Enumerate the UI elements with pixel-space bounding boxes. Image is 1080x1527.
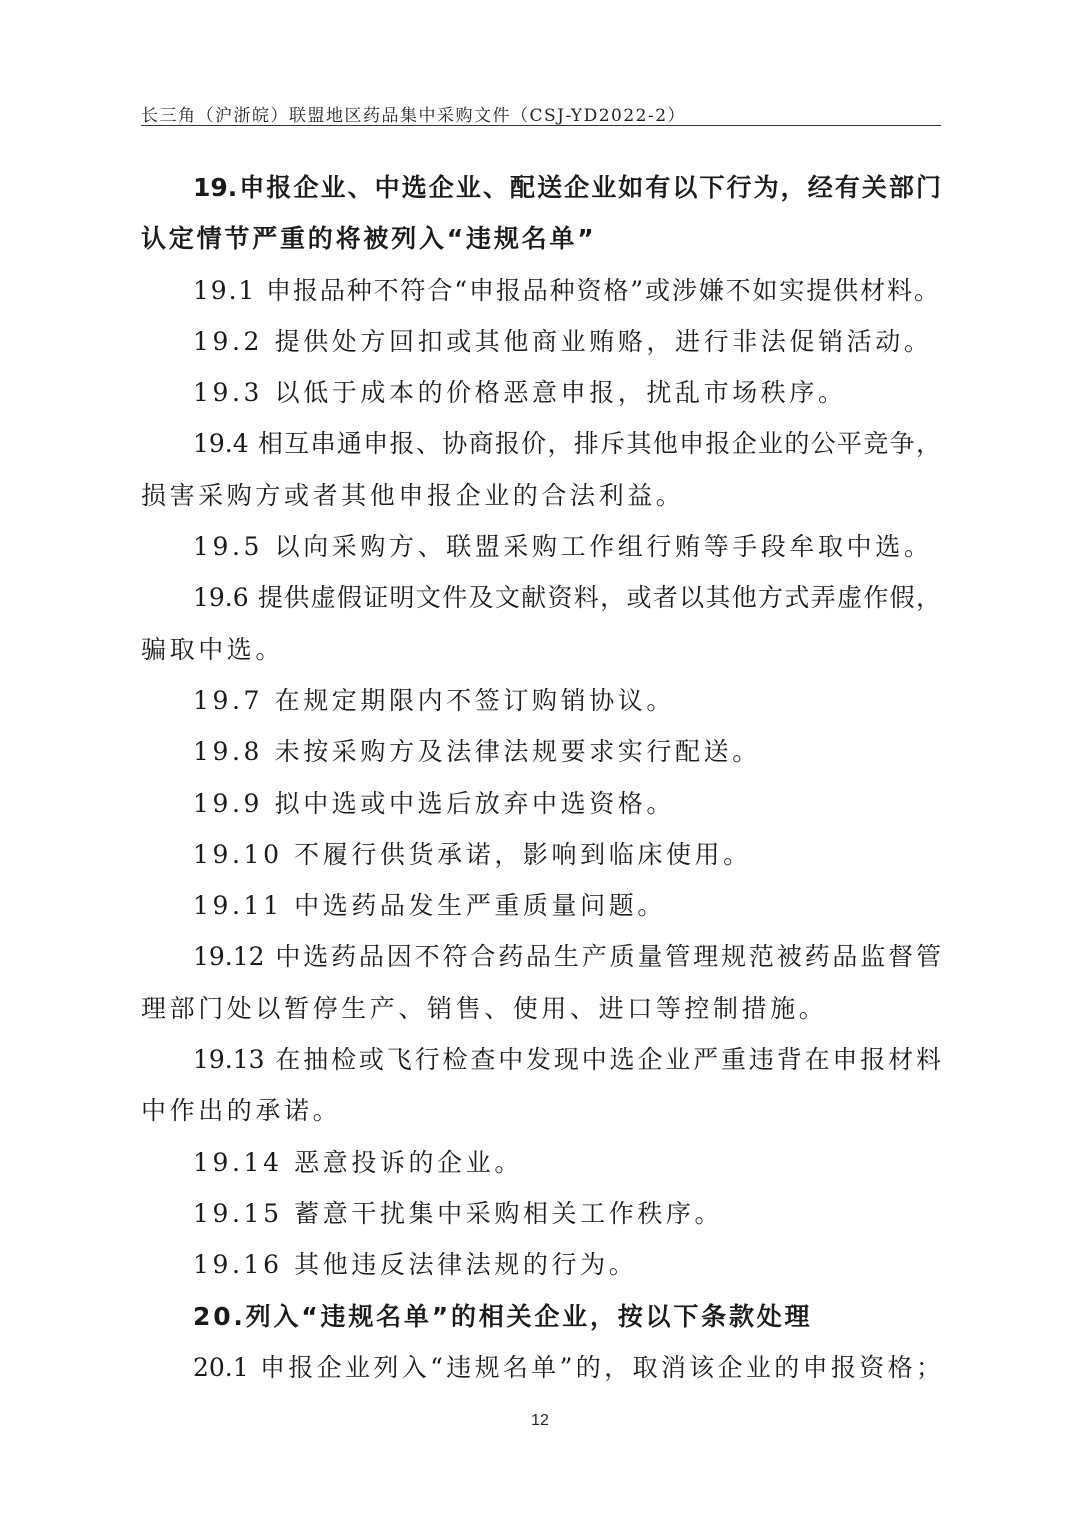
body-text bbox=[141, 162, 941, 1393]
paragraph-line: 损害采购方或者其他申报企业的合法利益。 bbox=[141, 480, 685, 510]
paragraph-line: 19.1 申报品种不符合“申报品种资格”或涉嫌不如实提供材料。 bbox=[193, 275, 941, 305]
paragraph-line: 19.11 中选药品发生严重质量问题。 bbox=[193, 891, 666, 921]
section-heading-line: 20.列入“违规名单”的相关企业，按以下条款处理 bbox=[193, 1301, 813, 1331]
paragraph-line: 19.3 以低于成本的价格恶意申报，扰乱市场秩序。 bbox=[193, 378, 847, 408]
paragraph-line: 19.15 蓄意干扰集中采购相关工作秩序。 bbox=[193, 1198, 724, 1228]
paragraph-line: 19.10 不履行供货承诺，影响到临床使用。 bbox=[193, 839, 752, 869]
paragraph-line: 19.13 在抽检或飞行检查中发现中选企业严重违背在申报材料 bbox=[193, 1045, 941, 1075]
paragraph-line: 19.2 提供处方回扣或其他商业贿赂，进行非法促销活动。 bbox=[193, 326, 933, 356]
paragraph-line: 19.16 其他违反法律法规的行为。 bbox=[193, 1250, 638, 1280]
paragraph-line: 19.7 在规定期限内不签订购销协议。 bbox=[193, 685, 676, 715]
paragraph-line: 19.6 提供虚假证明文件及文献资料，或者以其他方式弄虚作假， bbox=[193, 583, 941, 613]
paragraph-line: 19.9 拟中选或中选后放弃中选资格。 bbox=[193, 788, 676, 818]
paragraph-line: 19.14 恶意投诉的企业。 bbox=[193, 1147, 523, 1177]
paragraph-line: 20.1 申报企业列入“违规名单”的，取消该企业的申报资格； bbox=[193, 1352, 941, 1382]
section-heading-line: 19.申报企业、中选企业、配送企业如有以下行为，经有关部门 bbox=[193, 173, 941, 202]
paragraph-line: 中作出的承诺。 bbox=[141, 1096, 342, 1126]
paragraph-line: 骗取中选。 bbox=[141, 634, 285, 664]
header-rule bbox=[141, 125, 941, 126]
section-heading-line: 认定情节严重的将被列入“违规名单” bbox=[141, 224, 597, 254]
page-number: 12 bbox=[531, 1412, 549, 1429]
running-header: 长三角（沪浙皖）联盟地区药品集中采购文件（CSJ-YD2022-2） bbox=[141, 106, 687, 126]
paragraph-line: 理部门处以暂停生产、销售、使用、进口等控制措施。 bbox=[141, 993, 828, 1023]
paragraph-line: 19.12 中选药品因不符合药品生产质量管理规范被药品监督管 bbox=[193, 942, 941, 972]
paragraph-line: 19.8 未按采购方及法律法规要求实行配送。 bbox=[193, 737, 761, 767]
paragraph-line: 19.5 以向采购方、联盟采购工作组行贿等手段牟取中选。 bbox=[193, 532, 933, 562]
paragraph-line: 19.4 相互串通申报、协商报价，排斥其他申报企业的公平竞争， bbox=[193, 429, 941, 459]
